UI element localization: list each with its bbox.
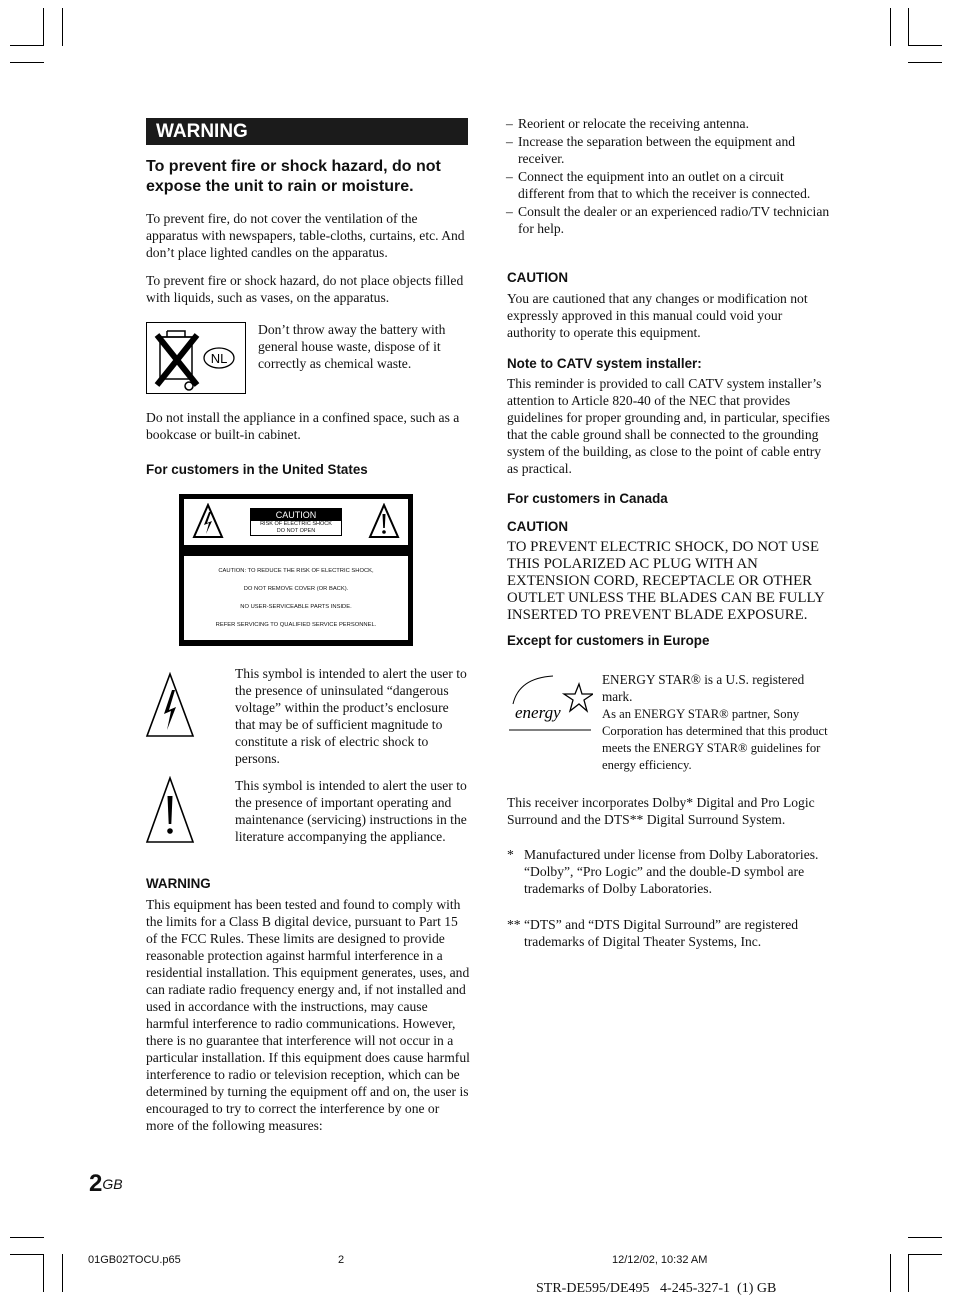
safety-headline: To prevent fire or shock hazard, do not expose the unit to rain or moisture. xyxy=(146,158,441,195)
file-name: 01GB02TOCU.p65 xyxy=(88,1254,181,1266)
risk-line-1: RISK OF ELECTRIC SHOCK xyxy=(260,521,332,527)
page-number xyxy=(89,1170,123,1201)
crop-mark xyxy=(908,1254,909,1292)
caution-label xyxy=(179,494,413,646)
list-item xyxy=(506,203,830,237)
fcc-statement: This equipment has been tested and found to comply with the limits for a Class B digital device, pursuant to Part 15 of the FCC Rules. These limits are designed to provide reasonable protection against harmful interference in a residential installation. This equipment generates, uses, and can radiate radio frequency energy and, if not installed and used in accordance with the instructions, may cause harmful interference to radio communications. However, there is no guarantee that interference will not occur in a particular installation. If this equipment does cause harmful interference to radio or television reception, which can be determined by turning the equipment off and on, the user is encouraged to try to correct the interference by one or more of the following measures: xyxy=(146,897,470,1133)
footnote-dolby xyxy=(507,846,831,897)
energy-star-logo xyxy=(507,670,593,732)
important-instructions-symbol-icon xyxy=(145,776,195,844)
dangerous-voltage-text: This symbol is intended to alert the user to the presence of uninsulated “dangerous voltage” within the product’s enclosure that may be of sufficient magnitude to constitute a risk of electric shock to persons. xyxy=(235,666,467,766)
crop-mark xyxy=(10,45,44,46)
footnote-text: “Dolby”, “Pro Logic” and the double-D symbol are trademarks of Dolby Laboratories. xyxy=(524,864,805,896)
caution-label-line: NO USER-SERVICEABLE PARTS INSIDE. xyxy=(240,604,352,610)
crop-mark xyxy=(908,8,909,46)
measure-text: Reorient or relocate the receiving antenna. xyxy=(518,116,749,131)
risk-line-2: DO NOT OPEN xyxy=(276,528,316,534)
caution-label-top-panel xyxy=(184,499,408,545)
ventilation-paragraph: To prevent fire, do not cover the ventilation of the apparatus with newspapers, table-cloths, curtains, etc. And don’t place lighted candles on the apparatus. xyxy=(146,211,465,260)
important-instructions-text: This symbol is intended to alert the user to the presence of important operating and maintenance (servicing) instructions in the literature accompanying the appliance. xyxy=(235,778,467,844)
footnote-text: “DTS” and “DTS Digital Surround” are registered trademarks of Digital Theater Systems, Inc. xyxy=(524,917,799,949)
model-number: STR-DE595/DE495 4-245-327-1 (1) GB xyxy=(536,1281,777,1296)
crop-mark xyxy=(62,8,63,46)
energy-star-registered-text: ENERGY STAR® is a U.S. registered mark. xyxy=(602,672,805,704)
page-number-digit: 2 xyxy=(89,1170,103,1197)
footnote-marker: ** xyxy=(507,917,521,932)
caution-label-line: CAUTION: TO REDUCE THE RISK OF ELECTRIC SHOCK, xyxy=(218,568,374,574)
exclamation-warning-icon xyxy=(368,503,400,539)
interference-measures-list xyxy=(506,115,830,237)
list-item xyxy=(506,115,830,132)
crop-mark xyxy=(43,1254,44,1292)
caution-label-line: REFER SERVICING TO QUALIFIED SERVICE PERSONNEL. xyxy=(215,622,377,628)
crop-mark xyxy=(10,1237,44,1238)
liquids-paragraph: To prevent fire or shock hazard, do not place objects filled with liquids, such as vases, on the apparatus. xyxy=(146,273,464,305)
crop-mark xyxy=(890,1254,891,1292)
canada-heading: For customers in Canada xyxy=(507,491,668,506)
battery-icon-label: NL xyxy=(210,351,228,366)
caution-label-line: DO NOT REMOVE COVER (OR BACK). xyxy=(243,586,349,592)
warning-title-bar: WARNING xyxy=(146,118,468,145)
crop-mark xyxy=(890,8,891,46)
timestamp: 12/12/02, 10:32 AM xyxy=(612,1254,708,1266)
dolby-dts-text: This receiver incorporates Dolby* Digital and Pro Logic Surround and the DTS** Digital Surround System. xyxy=(507,795,815,827)
caution-text: You are cautioned that any changes or modification not expressly approved in this manual could void your authority to operate this equipment. xyxy=(507,291,808,340)
list-marker: – xyxy=(506,169,513,184)
crop-mark xyxy=(62,1254,63,1292)
list-marker: – xyxy=(506,134,513,149)
caution-word: CAUTION xyxy=(251,509,341,521)
crop-mark xyxy=(10,62,44,63)
fcc-warning-heading: WARNING xyxy=(146,876,211,891)
file-page: 2 xyxy=(338,1254,345,1266)
measure-text: Connect the equipment into an outlet on a circuit different from that to which the receiver is connected. xyxy=(518,169,811,201)
crop-mark xyxy=(10,1254,44,1255)
dangerous-voltage-symbol-icon xyxy=(145,672,195,738)
catv-heading: Note to CATV system installer: xyxy=(507,356,702,371)
list-marker: – xyxy=(506,116,513,131)
battery-disposal-icon xyxy=(146,322,246,394)
caution-heading: CAUTION xyxy=(507,270,568,285)
canada-caution-heading: CAUTION xyxy=(507,519,568,534)
crop-mark xyxy=(908,1254,942,1255)
crop-mark xyxy=(43,8,44,46)
canada-caution-text: TO PREVENT ELECTRIC SHOCK, DO NOT USE THIS POLARIZED AC PLUG WITH AN EXTENSION CORD, RECEPTACLE OR OTHER OUTLET UNLESS THE BLADES CAN BE FULLY INSERTED TO PREVENT BLADE EXPOSURE. xyxy=(507,539,825,623)
list-item xyxy=(506,168,830,202)
crop-mark xyxy=(908,62,942,63)
catv-text: This reminder is provided to call CATV system installer’s attention to Article 820-40 of the NEC that provides guidelines for proper grounding and, in particular, specifies that the cable ground shall be connected to the grounding system of the building, as close to the point of cable entry as practical. xyxy=(507,376,830,476)
energy-star-partner-text: As an ENERGY STAR® partner, Sony Corporation has determined that this product meets the ENERGY STAR® guidelines for energy efficiency. xyxy=(602,707,828,772)
list-item xyxy=(506,133,830,167)
crop-mark xyxy=(908,45,942,46)
caution-word-box xyxy=(250,508,342,536)
footnote-dts xyxy=(507,916,831,950)
crop-mark xyxy=(908,1237,942,1238)
us-customers-heading: For customers in the United States xyxy=(146,462,368,477)
list-marker: – xyxy=(506,204,513,219)
footnote-text: Manufactured under license from Dolby Laboratories. xyxy=(524,847,819,862)
energy-logo-text: energy xyxy=(515,703,561,722)
lightning-warning-icon xyxy=(192,503,224,539)
installation-paragraph: Do not install the appliance in a confined space, such as a bookcase or built-in cabinet. xyxy=(146,410,460,442)
measure-text: Increase the separation between the equipment and receiver. xyxy=(518,134,796,166)
caution-label-bottom-panel xyxy=(184,556,408,640)
europe-heading: Except for customers in Europe xyxy=(507,633,710,648)
footnote-marker: * xyxy=(507,847,514,862)
measure-text: Consult the dealer or an experienced radio/TV technician for help. xyxy=(518,204,830,236)
battery-disposal-text: Don’t throw away the battery with general house waste, dispose of it correctly as chemical waste. xyxy=(258,322,446,371)
page-number-suffix: GB xyxy=(102,1176,123,1192)
